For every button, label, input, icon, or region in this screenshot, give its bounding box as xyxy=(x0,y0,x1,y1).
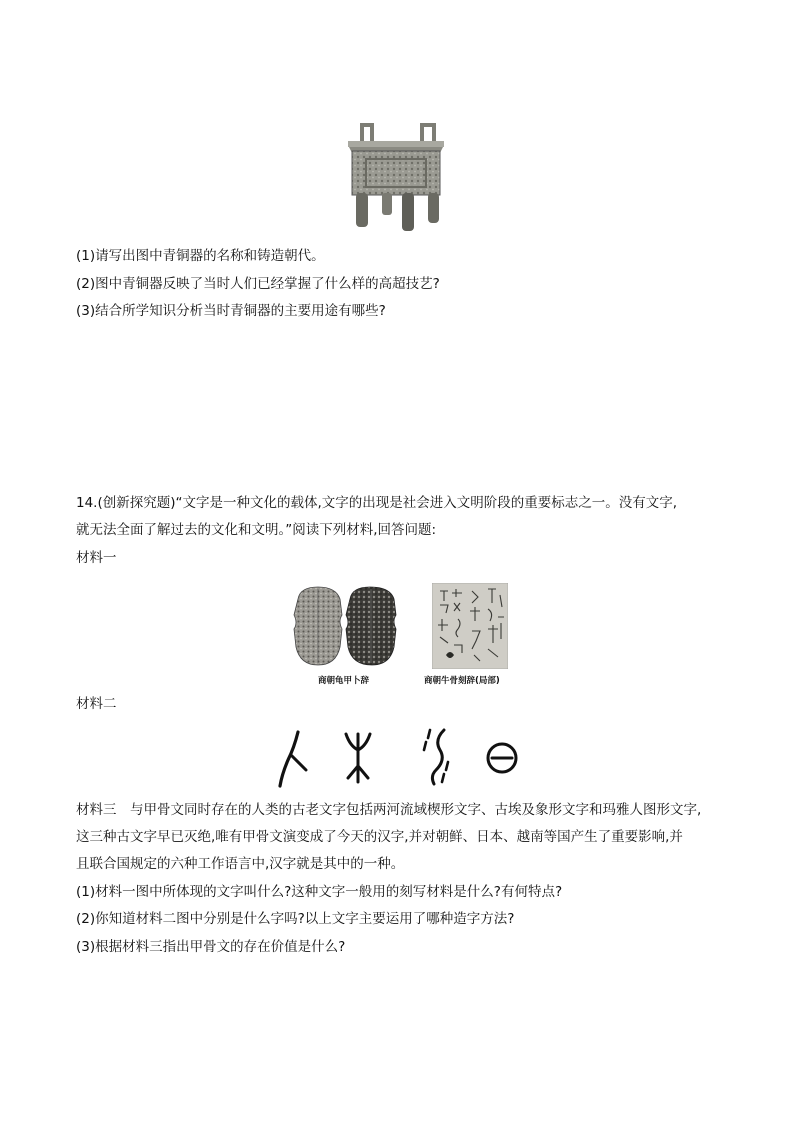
bronze-ding-image xyxy=(344,119,450,235)
caption-ox-bone: 商朝牛骨刻辞(局部) xyxy=(424,676,500,686)
oracle-turtle-shell-image xyxy=(292,585,398,667)
material-2-label: 材料二 xyxy=(76,696,117,712)
oracle-character-ren xyxy=(276,728,312,790)
caption-turtle-shell: 商朝龟甲卜辞 xyxy=(318,676,370,686)
oracle-character-mu xyxy=(340,728,376,786)
oracle-character-ri xyxy=(484,740,520,776)
material-3-line-2: 这三种古文字早已灭绝,唯有甲骨文演变成了今天的汉字,并对朝鲜、日本、越南等国产生了重要影响,并 xyxy=(76,829,683,845)
q14-stem-line-2: 就无法全面了解过去的文化和文明。”阅读下列材料,回答问题: xyxy=(76,522,437,538)
q14-stem-line-1: 14.(创新探究题)“文字是一种文化的载体,文字的出现是社会进入文明阶段的重要标志之一。没有文字, xyxy=(76,495,678,511)
q14-subquestion-1: (1)材料一图中所体现的文字叫什么?这种文字一般用的刻写材料是什么?有何特点? xyxy=(76,884,563,900)
q14-subquestion-3: (3)根据材料三指出甲骨文的存在价值是什么? xyxy=(76,939,346,955)
material-3-line-1: 材料三 与甲骨文同时存在的人类的古老文字包括两河流域楔形文字、古埃及象形文字和玛雅人图形文字, xyxy=(76,802,702,818)
q13-subquestion-3: (3)结合所学知识分析当时青铜器的主要用途有哪些? xyxy=(76,303,386,319)
q14-subquestion-2: (2)你知道材料二图中分别是什么字吗?以上文字主要运用了哪种造字方法? xyxy=(76,911,515,927)
material-1-label: 材料一 xyxy=(76,550,117,566)
q13-subquestion-2: (2)图中青铜器反映了当时人们已经掌握了什么样的高超技艺? xyxy=(76,276,440,292)
oracle-character-shui xyxy=(420,726,452,788)
oracle-ox-bone-image xyxy=(432,583,508,669)
material-3-line-3: 且联合国规定的六种工作语言中,汉字就是其中的一种。 xyxy=(76,856,405,872)
q13-subquestion-1: (1)请写出图中青铜器的名称和铸造朝代。 xyxy=(76,248,325,264)
